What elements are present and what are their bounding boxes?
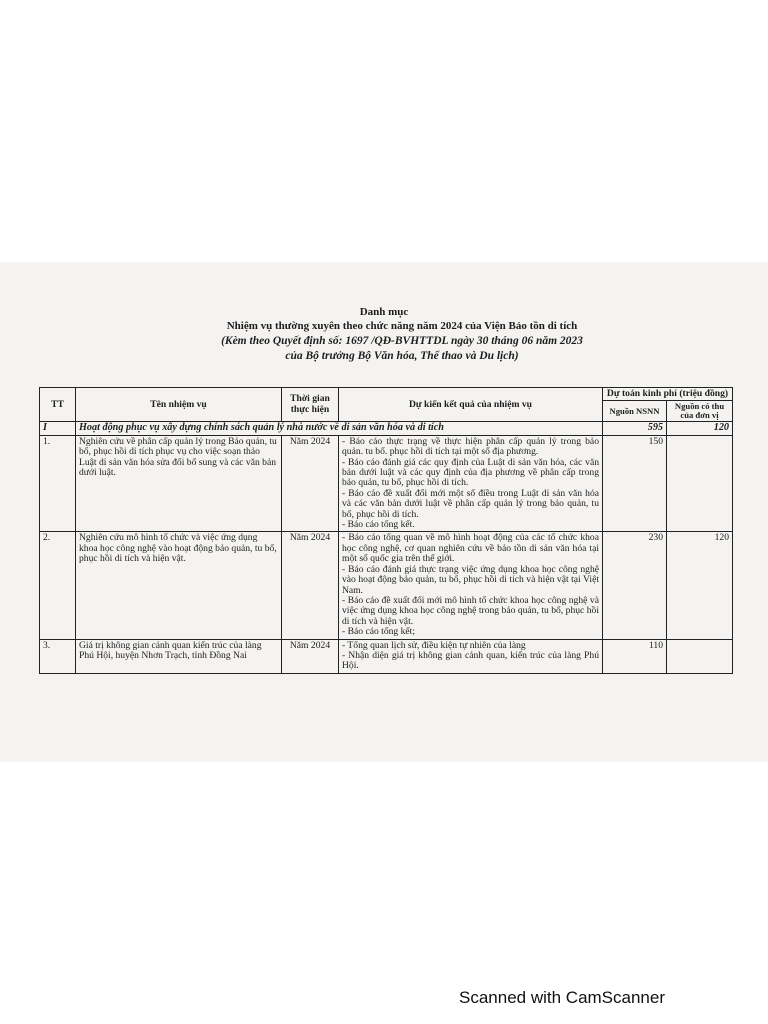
section-nsnn: 595: [603, 422, 667, 435]
document-title: Danh mục: [359, 306, 409, 318]
section-number: I: [40, 422, 76, 435]
table-row: [40, 435, 733, 532]
task-name: Nghiên cứu về phân cấp quản lý trong Bảo quản, tu bổ, phục hồi di tích phục vụ cho việc soạn thảo Luật di sản văn hóa sửa đổi bổ sung và các văn bản dưới luật.: [76, 435, 282, 532]
task-nsnn: 230: [603, 532, 667, 639]
table-header-row: [40, 388, 733, 401]
result-item: - Báo cáo tổng kết.: [342, 519, 415, 531]
task-unit: 120: [667, 532, 733, 639]
task-time: Năm 2024: [282, 639, 339, 673]
section-row: [40, 422, 733, 435]
section-title: Hoạt động phục vụ xây dựng chính sách quản lý nhà nước về di sản văn hóa và di tích: [76, 422, 603, 435]
result-item: - Nhận diện giá trị không gian cảnh quan, kiến trúc của làng Phú Hội.: [342, 649, 599, 672]
result-item: - Báo cáo đánh giá các quy định của Luật di sản văn hóa, các văn bản dưới luật và các quy định của địa phương về phân cấp trong bảo quản, tu bổ, phục hồi di tích.: [342, 456, 599, 489]
row-number: 3.: [40, 639, 76, 673]
row-number: 2.: [40, 532, 76, 639]
task-time: Năm 2024: [282, 435, 339, 532]
column-header-name: Tên nhiệm vụ: [76, 388, 282, 422]
table-row: [40, 532, 733, 639]
task-name: Giá trị không gian cảnh quan kiến trúc của làng Phú Hội, huyện Nhơn Trạch, tỉnh Đồng Nai: [76, 639, 282, 673]
task-results: [339, 532, 603, 639]
column-header-result: Dự kiến kết quả của nhiệm vụ: [339, 388, 603, 422]
task-nsnn: 110: [603, 639, 667, 673]
row-number: 1.: [40, 435, 76, 532]
task-time: Năm 2024: [282, 532, 339, 639]
task-nsnn: 150: [603, 435, 667, 532]
result-item: - Báo cáo đề xuất đổi mới mô hình tổ chức khoa học công nghệ và việc ứng dụng khoa học công nghệ trong bảo quản, tu bổ, phục hồi di tích và hiện vật.: [342, 594, 599, 627]
task-results: [339, 639, 603, 673]
column-header-unit-source: Nguồn có thu của đơn vị: [667, 401, 733, 422]
section-unit: 120: [667, 422, 733, 435]
task-table: [39, 387, 733, 674]
result-item: - Tổng quan lịch sử, điều kiện tự nhiên của làng: [342, 639, 526, 651]
column-header-time: Thời gian thực hiện: [282, 388, 339, 422]
result-item: - Báo cáo đề xuất đổi mới một số điều trong Luật di sản văn hóa và các văn bản dưới luật về phân cấp quản lý trong bảo quản, tu bổ, phục hồi di tích.: [342, 487, 599, 520]
camscanner-watermark: Scanned with CamScanner: [459, 988, 666, 1007]
decision-reference: (Kèm theo Quyết định số: 1697 /QĐ-BVHTTDL ngày 30 tháng 06 năm 2023: [221, 335, 583, 347]
result-item: - Báo cáo tổng quan về mô hình hoạt động của các tổ chức khoa học công nghệ, cơ quan nghiên cứu về bảo tồn di sản văn hóa tại một số quốc gia trên thế giới.: [342, 532, 599, 565]
result-item: - Báo cáo tổng kết;: [342, 626, 415, 638]
result-item: - Báo cáo thực trạng về thực hiện phân cấp quản lý trong bảo quản. tu bổ. phục hồi di tích tại một số địa phương.: [342, 435, 599, 458]
column-header-budget: Dự toán kinh phí (triệu đồng): [603, 388, 733, 401]
column-header-nsnn: Nguồn NSNN: [603, 401, 667, 422]
result-item: - Báo cáo đánh giá thực trạng việc ứng dụng khoa học công nghệ vào hoạt động bảo quản, tu bổ, phục hồi di tích và hiện vật tại Việt Nam.: [342, 563, 599, 596]
table-row: [40, 639, 733, 673]
issuing-authority: của Bộ trưởng Bộ Văn hóa, Thể thao và Du lịch): [285, 350, 519, 362]
task-results: [339, 435, 603, 532]
document-subtitle: Nhiệm vụ thường xuyên theo chức năng năm 2024 của Viện Bảo tồn di tích: [226, 320, 578, 332]
task-unit: [667, 435, 733, 532]
task-name: Nghiên cứu mô hình tổ chức và việc ứng dụng khoa học công nghệ vào hoạt động bảo quản, tu bổ, phục hồi di tích và hiện vật.: [76, 532, 282, 639]
column-header-tt: TT: [40, 388, 76, 422]
task-unit: [667, 639, 733, 673]
